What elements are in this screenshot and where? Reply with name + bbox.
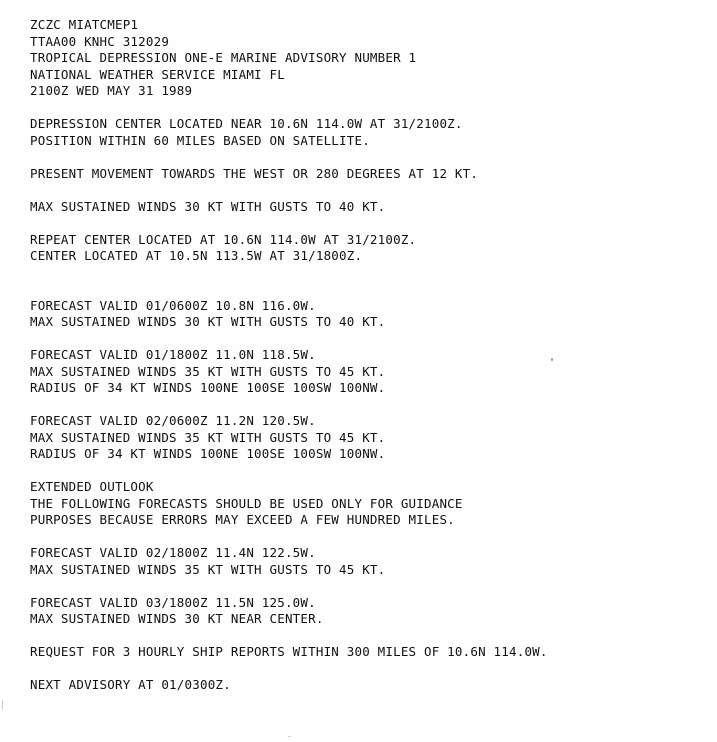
current-max-winds: MAX SUSTAINED WINDS 30 KT WITH GUSTS TO 40 KT. xyxy=(30,198,386,214)
scan-speck xyxy=(288,736,291,737)
center-position: DEPRESSION CENTER LOCATED NEAR 10.6N 114.0W AT 31/2100Z. xyxy=(30,116,463,131)
outlook-forecast-2-valid: FORECAST VALID 03/1800Z 11.5N 125.0W. xyxy=(30,594,316,610)
forecast-3-radius: RADIUS OF 34 KT WINDS 100NE 100SE 100SW 100NW. xyxy=(30,446,386,461)
spacer xyxy=(30,100,710,117)
forecast-3-valid: FORECAST VALID 02/0600Z 11.2N 120.5W. xyxy=(30,413,316,428)
outlook-forecast-1-winds: MAX SUSTAINED WINDS 35 KT WITH GUSTS TO 45 KT. xyxy=(30,561,386,577)
advisory-title: TROPICAL DEPRESSION ONE-E MARINE ADVISORY NUMBER 1 xyxy=(30,50,417,65)
repeat-center: REPEAT CENTER LOCATED AT 10.6N 114.0W AT 31/2100Z. xyxy=(30,231,417,247)
spacer xyxy=(30,331,710,348)
outlook-forecast-1-valid: FORECAST VALID 02/1800Z 11.4N 122.5W. xyxy=(30,545,316,560)
marine-advisory-text xyxy=(30,17,710,694)
issue-time: 2100Z WED MAY 31 1989 xyxy=(30,83,193,98)
spacer xyxy=(30,529,710,546)
outlook-note-2: PURPOSES BECAUSE ERRORS MAY EXCEED A FEW HUNDRED MILES. xyxy=(30,512,455,527)
spacer xyxy=(30,182,710,199)
outlook-forecast-2-winds: MAX SUSTAINED WINDS 30 KT NEAR CENTER. xyxy=(30,611,324,626)
spacer xyxy=(30,628,710,645)
header-line-zczc: ZCZC MIATCMEP1 xyxy=(30,17,139,32)
spacer xyxy=(30,578,710,595)
forecast-2-radius: RADIUS OF 34 KT WINDS 100NE 100SE 100SW 100NW. xyxy=(30,380,386,395)
position-accuracy: POSITION WITHIN 60 MILES BASED ON SATELLITE. xyxy=(30,132,370,148)
outlook-heading: EXTENDED OUTLOOK xyxy=(30,479,154,494)
spacer xyxy=(30,463,710,480)
next-advisory: NEXT ADVISORY AT 01/0300Z. xyxy=(30,677,231,692)
spacer xyxy=(30,215,710,232)
spacer xyxy=(30,661,710,678)
forecast-1-winds: MAX SUSTAINED WINDS 30 KT WITH GUSTS TO 40 KT. xyxy=(30,314,386,329)
spacer xyxy=(30,265,710,298)
forecast-1-valid: FORECAST VALID 01/0600Z 10.8N 116.0W. xyxy=(30,297,316,313)
spacer xyxy=(30,149,710,166)
scan-speck xyxy=(551,358,553,361)
forecast-2-valid: FORECAST VALID 01/1800Z 11.0N 118.5W. xyxy=(30,347,316,362)
issuing-office: NATIONAL WEATHER SERVICE MIAMI FL xyxy=(30,66,285,82)
present-movement: PRESENT MOVEMENT TOWARDS THE WEST OR 280 DEGREES AT 12 KT. xyxy=(30,165,479,181)
forecast-2-winds: MAX SUSTAINED WINDS 35 KT WITH GUSTS TO 45 KT. xyxy=(30,363,386,379)
spacer xyxy=(30,397,710,414)
ship-report-request: REQUEST FOR 3 HOURLY SHIP REPORTS WITHIN 300 MILES OF 10.6N 114.0W. xyxy=(30,644,548,659)
scan-speck xyxy=(2,700,3,710)
header-line-wmo: TTAA00 KNHC 312029 xyxy=(30,33,170,49)
forecast-3-winds: MAX SUSTAINED WINDS 35 KT WITH GUSTS TO 45 KT. xyxy=(30,429,386,445)
previous-center: CENTER LOCATED AT 10.5N 113.5W AT 31/1800Z. xyxy=(30,248,363,263)
outlook-note-1: THE FOLLOWING FORECASTS SHOULD BE USED ONLY FOR GUIDANCE xyxy=(30,495,463,511)
